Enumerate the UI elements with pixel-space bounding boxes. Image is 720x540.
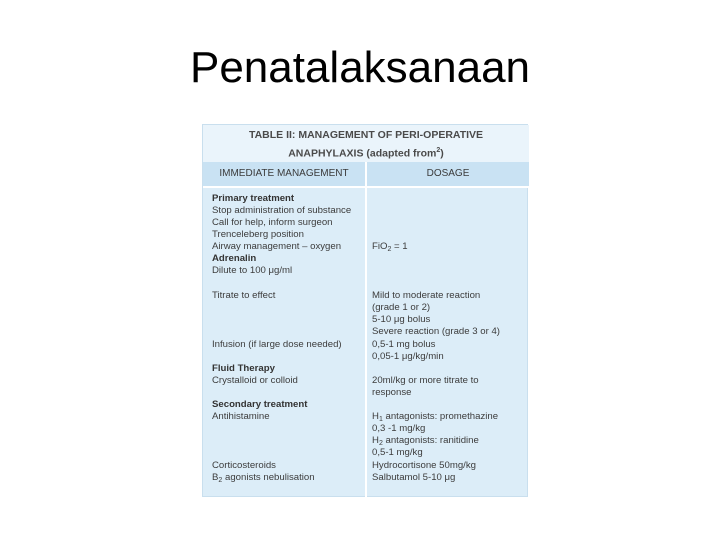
caption-reference: 2 [436, 147, 441, 154]
stop-substance-text: Stop administration of substance [212, 205, 352, 216]
b2-suffix: agonists nebulisation [222, 472, 315, 483]
fio2-prefix: FiO [372, 241, 388, 252]
table-caption [203, 125, 529, 162]
infusion-text: Infusion (if large dose needed) [212, 339, 342, 350]
b2-agonists-text [212, 472, 315, 487]
corticosteroids-text: Corticosteroids [212, 460, 276, 471]
fluid-therapy-heading: Fluid Therapy [212, 363, 275, 374]
slide-title: Penatalaksanaan [189, 43, 531, 92]
titrate-text: Titrate to effect [212, 290, 276, 301]
small-bolus-text: 5-10 μg bolus [372, 314, 431, 325]
fluid-dose-text: 20ml/kg or more titrate to [372, 375, 479, 386]
h2-dose-text: 0,5-1 mg/kg [372, 447, 423, 458]
infusion-rate-text: 0,05-1 μg/kg/min [372, 351, 444, 362]
airway-text: Airway management – oxygen [212, 241, 342, 252]
h1-dose-text: 0,3 -1 mg/kg [372, 423, 426, 434]
primary-treatment-heading: Primary treatment [212, 193, 295, 204]
h2-subscript: 2 [378, 440, 383, 447]
fio2-subscript: 2 [387, 246, 392, 253]
hydrocortisone-text: Hydrocortisone 50mg/kg [372, 460, 476, 471]
fio2-text [372, 241, 408, 256]
fio2-suffix: = 1 [391, 241, 408, 252]
h1-suffix: antagonists: promethazine [382, 411, 499, 422]
call-help-text: Call for help, inform surgeon [212, 217, 333, 228]
h1-prefix: H [372, 411, 379, 422]
caption-text: ANAPHYLAXIS (adapted from [288, 147, 437, 160]
caption-line-1: TABLE II: MANAGEMENT OF PERI-OPERATIVE [248, 129, 484, 141]
header-dosage: DOSAGE [426, 168, 470, 179]
header-divider [203, 186, 529, 188]
h2-prefix: H [372, 435, 379, 446]
crystalloid-text: Crystalloid or colloid [212, 375, 298, 386]
adrenalin-heading: Adrenalin [212, 253, 257, 264]
large-bolus-text: 0,5-1 mg bolus [372, 339, 436, 350]
h2-suffix: antagonists: ranitidine [382, 435, 479, 446]
trendelenburg-text: Trenceleberg position [212, 229, 304, 240]
dilute-text: Dilute to 100 μg/ml [212, 265, 293, 276]
b2-prefix: B [212, 472, 219, 483]
secondary-treatment-heading: Secondary treatment [212, 399, 308, 410]
grade-1-2-text: (grade 1 or 2) [372, 302, 431, 313]
antihistamine-text: Antihistamine [212, 411, 270, 422]
mild-reaction-text: Mild to moderate reaction [372, 290, 481, 301]
b2-subscript: 2 [218, 477, 223, 484]
header-immediate-management: IMMEDIATE MANAGEMENT [219, 168, 349, 179]
caption-line-2 [203, 143, 529, 162]
severe-reaction-text: Severe reaction (grade 3 or 4) [372, 326, 500, 337]
column-divider [365, 162, 367, 498]
h1-subscript: 1 [378, 416, 383, 423]
caption-close: ) [440, 147, 444, 160]
salbutamol-text: Salbutamol 5-10 μg [372, 472, 456, 483]
management-table [202, 124, 528, 497]
fluid-dose-response-text: response [372, 387, 412, 398]
